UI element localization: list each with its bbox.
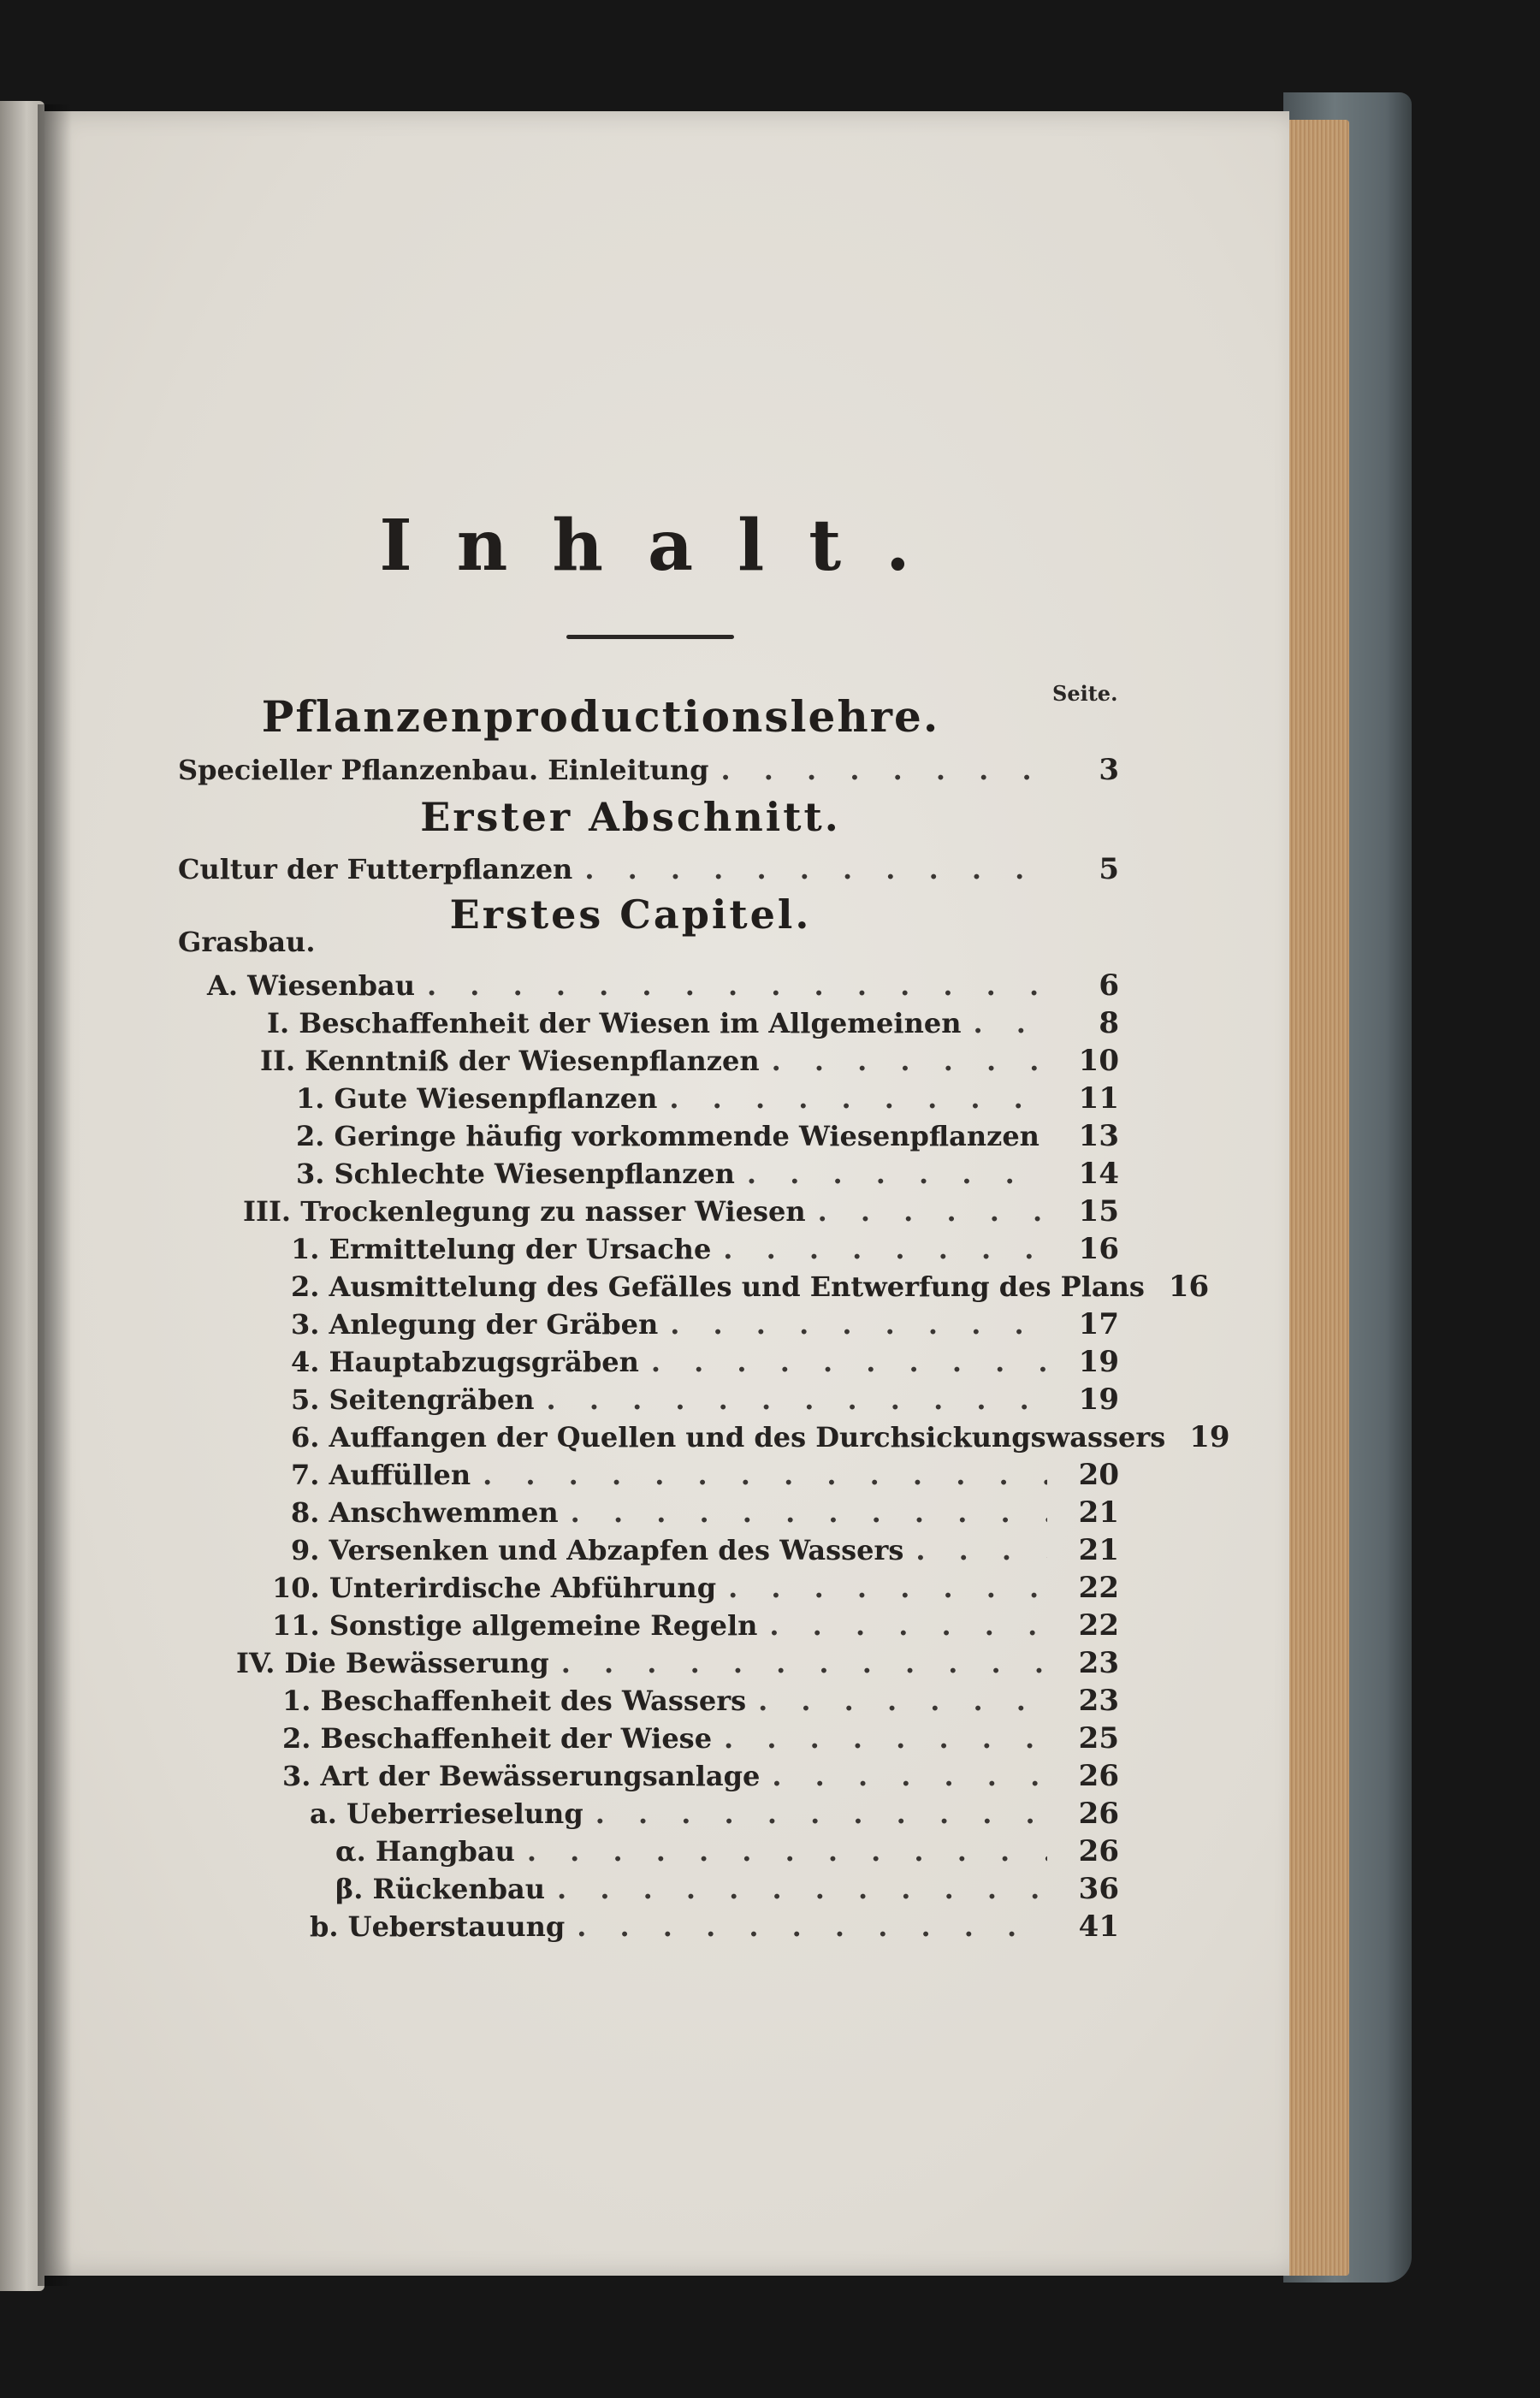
- toc-leader: [747, 1158, 1047, 1190]
- toc-number: 4.: [291, 1346, 320, 1378]
- toc-leader: [772, 1760, 1047, 1792]
- toc-row: [272, 1571, 1119, 1608]
- toc-label: Hauptabzugsgräben: [329, 1346, 639, 1378]
- toc-leader: [818, 1195, 1047, 1228]
- toc-label: Beschaffenheit der Wiese: [320, 1722, 713, 1755]
- toc-page-number: 19: [1078, 1383, 1119, 1417]
- toc-label: Kenntniß der Wiesenpflanzen: [305, 1045, 760, 1077]
- page-title: Inhalt.: [379, 505, 955, 587]
- toc-leader: [427, 969, 1047, 1002]
- toc-leader: [595, 1797, 1047, 1830]
- toc-leader: [758, 1685, 1047, 1717]
- toc-leader: [584, 853, 1047, 885]
- toc-page-number: 6: [1099, 968, 1119, 1003]
- toc-number: β.: [335, 1873, 364, 1905]
- toc-row: [291, 1270, 1210, 1307]
- toc-page-number: 14: [1078, 1157, 1119, 1191]
- toc-page-number: 22: [1078, 1571, 1119, 1605]
- toc-page-number: 15: [1078, 1194, 1119, 1229]
- toc-leader: [561, 1647, 1047, 1679]
- toc-row: [296, 1119, 1119, 1157]
- toc-label: Cultur der Futterpflanzen: [178, 853, 573, 885]
- toc-leader: [670, 1308, 1047, 1341]
- toc-row: [236, 1646, 1119, 1684]
- toc-number: III.: [243, 1195, 292, 1228]
- toc-label: Beschaffenheit des Wassers: [320, 1685, 747, 1717]
- toc-row: [272, 1608, 1119, 1646]
- toc-row: [310, 1797, 1119, 1834]
- toc-leader: [557, 1873, 1047, 1905]
- toc-row: [335, 1872, 1119, 1910]
- toc-row: [267, 1006, 1119, 1044]
- toc-number: a.: [310, 1797, 337, 1830]
- toc-row: [178, 852, 1119, 890]
- toc-label: Trockenlegung zu nasser Wiesen: [300, 1195, 806, 1228]
- toc-page-number: 21: [1078, 1495, 1119, 1530]
- toc-label: Seitengräben: [329, 1383, 535, 1416]
- toc-page-number: 11: [1078, 1081, 1119, 1116]
- toc-number: 5.: [291, 1383, 320, 1416]
- toc-number: 1.: [282, 1685, 311, 1717]
- toc-leader: [669, 1082, 1047, 1115]
- toc-label: Wiesenbau: [247, 969, 416, 1002]
- toc-row: [260, 1044, 1119, 1081]
- toc-row: [291, 1533, 1119, 1571]
- toc-page-number: 10: [1078, 1044, 1119, 1078]
- toc-leader: [973, 1007, 1047, 1039]
- toc-number: b.: [310, 1910, 339, 1943]
- toc-page-number: 41: [1078, 1910, 1119, 1944]
- toc-label: Unterirdische Abführung: [329, 1572, 717, 1604]
- section-heading: Erster Abschnitt.: [420, 794, 841, 840]
- gutter-shadow: [38, 104, 72, 2286]
- toc-page-number: 20: [1078, 1458, 1119, 1492]
- toc-label: Ueberstauung: [347, 1910, 566, 1943]
- toc-number: 2.: [282, 1722, 311, 1755]
- toc-row: [291, 1495, 1119, 1533]
- toc-label: Geringe häufig vorkommende Wiesenpflanzen: [334, 1120, 1040, 1152]
- toc-leader: [724, 1722, 1047, 1755]
- toc-row: [207, 968, 1119, 1006]
- toc-page-number: 16: [1168, 1270, 1210, 1304]
- toc-number: 3.: [291, 1308, 320, 1341]
- toc-leader: [915, 1534, 1047, 1566]
- toc-label: Auffangen der Quellen und des Durchsickungswassers: [329, 1421, 1166, 1454]
- part-heading: Pflanzenproductionslehre.: [261, 691, 940, 742]
- toc-number: A.: [207, 969, 238, 1002]
- toc-row: [310, 1910, 1119, 1947]
- toc-page-number: 5: [1099, 852, 1119, 886]
- toc-page-number: 26: [1078, 1797, 1119, 1831]
- subsection-label: Grasbau.: [178, 926, 316, 958]
- toc-row: [282, 1759, 1119, 1797]
- toc-label: Specieller Pflanzenbau. Einleitung: [178, 754, 709, 786]
- toc-number: IV.: [236, 1647, 275, 1679]
- toc-page-number: 26: [1078, 1834, 1119, 1868]
- toc-page-number: 25: [1078, 1721, 1119, 1756]
- toc-leader: [769, 1609, 1047, 1642]
- title-rule: [566, 635, 734, 639]
- toc-label: Anlegung der Gräben: [329, 1308, 659, 1341]
- toc-leader: [527, 1835, 1047, 1868]
- toc-label: Ausmittelung des Gefälles und Entwerfung des Plans: [329, 1270, 1145, 1303]
- toc-page-number: 19: [1078, 1345, 1119, 1379]
- toc-number: 3.: [296, 1158, 325, 1190]
- toc-page-number: 22: [1078, 1608, 1119, 1643]
- toc-number: 7.: [291, 1459, 320, 1491]
- toc-row: [296, 1081, 1119, 1119]
- chapter-heading: Erstes Capitel.: [449, 891, 812, 938]
- toc-page-number: 8: [1099, 1006, 1119, 1040]
- toc-leader: [728, 1572, 1047, 1604]
- toc-number: 6.: [291, 1421, 320, 1454]
- toc-leader: [651, 1346, 1047, 1378]
- toc-number: 8.: [291, 1496, 320, 1529]
- toc-label: Ueberrieselung: [346, 1797, 583, 1830]
- toc-number: 1.: [291, 1233, 320, 1265]
- toc-leader: [571, 1496, 1047, 1529]
- page-column-header: Seite.: [1052, 681, 1118, 706]
- toc-number: 1.: [296, 1082, 325, 1115]
- toc-number: α.: [335, 1835, 366, 1868]
- toc-row: [282, 1721, 1119, 1759]
- toc-leader: [723, 1233, 1047, 1265]
- toc-number: 2.: [291, 1270, 320, 1303]
- toc-label: Auffüllen: [329, 1459, 471, 1491]
- toc-row: [243, 1194, 1119, 1232]
- toc-label: Rückenbau: [372, 1873, 546, 1905]
- toc-label: Gute Wiesenpflanzen: [334, 1082, 658, 1115]
- toc-row: [291, 1307, 1119, 1345]
- toc-leader: [547, 1383, 1047, 1416]
- toc-label: Schlechte Wiesenpflanzen: [334, 1158, 735, 1190]
- toc-number: 2.: [296, 1120, 325, 1152]
- toc-page-number: 23: [1078, 1684, 1119, 1718]
- toc-leader: [772, 1045, 1047, 1077]
- toc-row: [291, 1383, 1119, 1420]
- toc-leader: [483, 1459, 1047, 1491]
- toc-page-number: 16: [1078, 1232, 1119, 1266]
- toc-row: [296, 1157, 1119, 1194]
- toc-number: 10.: [272, 1572, 320, 1604]
- toc-row: [291, 1420, 1230, 1458]
- toc-label: Anschwemmen: [329, 1496, 559, 1529]
- toc-row: [282, 1684, 1119, 1721]
- toc-label: Ermittelung der Ursache: [329, 1233, 712, 1265]
- toc-label: Hangbau: [375, 1835, 515, 1868]
- toc-page-number: 13: [1078, 1119, 1119, 1153]
- toc-row: [291, 1345, 1119, 1383]
- toc-page-number: 3: [1099, 753, 1119, 787]
- toc-leader: [720, 754, 1047, 786]
- toc-row: [335, 1834, 1119, 1872]
- toc-page-number: 26: [1078, 1759, 1119, 1793]
- toc-label: Beschaffenheit der Wiesen im Allgemeinen: [299, 1007, 962, 1039]
- toc-page-number: 19: [1189, 1420, 1230, 1454]
- toc-row: [291, 1458, 1119, 1495]
- toc-leader: [577, 1910, 1047, 1943]
- toc-number: 9.: [291, 1534, 320, 1566]
- toc-label: Sonstige allgemeine Regeln: [329, 1609, 758, 1642]
- toc-page-number: 17: [1078, 1307, 1119, 1341]
- toc-page-number: 23: [1078, 1646, 1119, 1680]
- toc-row: [291, 1232, 1119, 1270]
- toc-number: II.: [260, 1045, 296, 1077]
- toc-number: 11.: [272, 1609, 320, 1642]
- toc-row: [178, 753, 1119, 790]
- toc-page-number: 21: [1078, 1533, 1119, 1567]
- toc-label: Versenken und Abzapfen des Wassers: [329, 1534, 904, 1566]
- toc-page-number: 36: [1078, 1872, 1119, 1906]
- toc-label: Art der Bewässerungsanlage: [320, 1760, 761, 1792]
- toc-number: I.: [267, 1007, 290, 1039]
- page-edges: [1279, 120, 1349, 2276]
- toc-label: Die Bewässerung: [284, 1647, 549, 1679]
- toc-number: 3.: [282, 1760, 311, 1792]
